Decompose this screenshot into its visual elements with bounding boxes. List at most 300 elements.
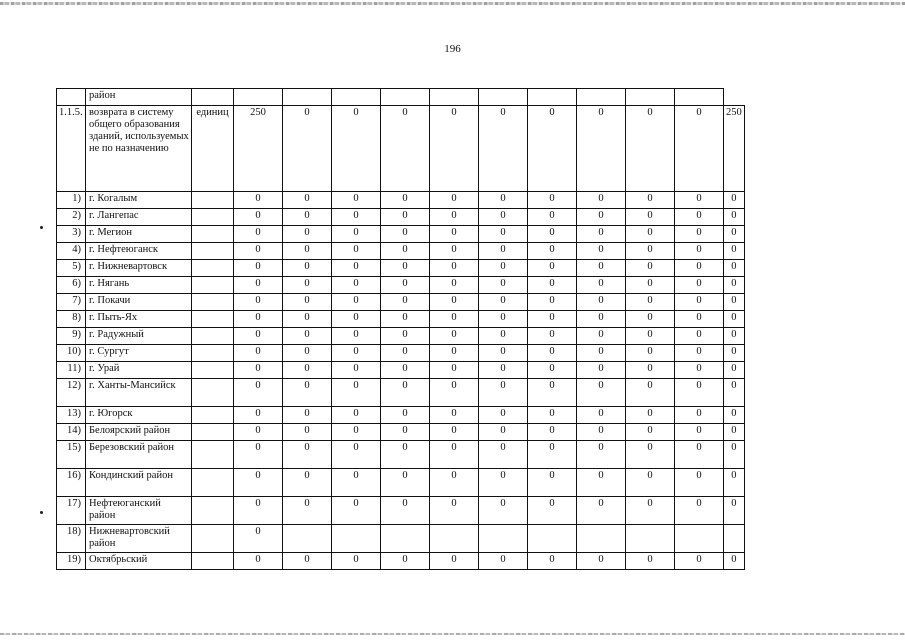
value-cell: 0	[234, 226, 283, 243]
value-cell: 0	[577, 441, 626, 469]
value-cell: 0	[577, 345, 626, 362]
value-cell: 0	[675, 294, 724, 311]
value-cell: 0	[724, 553, 745, 570]
value-cell: 0	[675, 469, 724, 497]
value-cell: 0	[528, 192, 577, 209]
value-cell: 0	[675, 243, 724, 260]
table-row	[57, 328, 745, 345]
value-cell: 0	[724, 441, 745, 469]
value-cell: 0	[528, 379, 577, 407]
value-cell: 0	[577, 379, 626, 407]
row-name: г. Ханты-Мансийск	[86, 379, 192, 407]
value-cell: 0	[577, 277, 626, 294]
main-row	[57, 106, 745, 192]
value-cell: 0	[430, 553, 479, 570]
value-cell: 0	[430, 441, 479, 469]
value-cell: 0	[430, 260, 479, 277]
value-cell: 0	[234, 277, 283, 294]
value-cell: 0	[430, 407, 479, 424]
value-cell: 0	[332, 106, 381, 192]
value-cell: 0	[528, 345, 577, 362]
value-cell: 0	[479, 362, 528, 379]
value-cell: 0	[283, 328, 332, 345]
value-cell: 0	[675, 260, 724, 277]
value-cell	[381, 89, 430, 106]
value-cell: 0	[332, 424, 381, 441]
value-cell: 0	[626, 260, 675, 277]
value-cell: 0	[234, 362, 283, 379]
value-cell: 0	[724, 277, 745, 294]
row-unit	[192, 553, 234, 570]
row-number: 15)	[57, 441, 86, 469]
value-cell: 0	[381, 424, 430, 441]
value-cell	[479, 525, 528, 553]
value-cell: 0	[283, 277, 332, 294]
row-name: г. Пыть-Ях	[86, 311, 192, 328]
row-name: г. Мегион	[86, 226, 192, 243]
value-cell: 0	[381, 441, 430, 469]
value-cell: 0	[381, 379, 430, 407]
value-cell: 0	[528, 277, 577, 294]
value-cell: 0	[332, 345, 381, 362]
value-cell: 0	[479, 192, 528, 209]
value-cell: 0	[381, 106, 430, 192]
value-cell: 0	[675, 226, 724, 243]
value-cell: 0	[626, 243, 675, 260]
table-row	[57, 209, 745, 226]
row-name: г. Урай	[86, 362, 192, 379]
value-cell: 0	[626, 441, 675, 469]
value-cell: 0	[430, 345, 479, 362]
value-cell: 0	[528, 441, 577, 469]
row-name: г. Когалым	[86, 192, 192, 209]
value-cell: 0	[724, 226, 745, 243]
value-cell: 0	[528, 424, 577, 441]
value-cell: 0	[430, 469, 479, 497]
value-cell: 0	[577, 106, 626, 192]
value-cell: 0	[381, 294, 430, 311]
continuation-row	[57, 89, 745, 106]
value-cell: 0	[283, 106, 332, 192]
row-name: г. Нягань	[86, 277, 192, 294]
value-cell: 0	[626, 209, 675, 226]
row-name: Белоярский район	[86, 424, 192, 441]
value-cell: 0	[479, 260, 528, 277]
value-cell: 0	[234, 311, 283, 328]
value-cell: 0	[381, 345, 430, 362]
value-cell: 0	[283, 260, 332, 277]
value-cell: 0	[234, 192, 283, 209]
value-cell	[675, 89, 724, 106]
value-cell: 0	[234, 497, 283, 525]
table-row	[57, 553, 745, 570]
value-cell: 0	[430, 328, 479, 345]
table-row	[57, 407, 745, 424]
value-cell: 0	[577, 553, 626, 570]
table-row	[57, 294, 745, 311]
value-cell: 0	[724, 260, 745, 277]
row-number	[57, 89, 86, 106]
value-cell: 0	[724, 328, 745, 345]
value-cell: 0	[430, 243, 479, 260]
value-cell: 0	[234, 328, 283, 345]
row-number: 9)	[57, 328, 86, 345]
value-cell: 0	[577, 362, 626, 379]
row-unit	[192, 226, 234, 243]
value-cell: 0	[283, 209, 332, 226]
value-cell: 0	[283, 311, 332, 328]
row-unit	[192, 209, 234, 226]
value-cell	[283, 525, 332, 553]
value-cell: 0	[626, 424, 675, 441]
value-cell: 0	[577, 209, 626, 226]
value-cell: 0	[234, 294, 283, 311]
value-cell	[479, 89, 528, 106]
value-cell: 0	[528, 243, 577, 260]
value-cell: 0	[626, 277, 675, 294]
value-cell: 0	[577, 497, 626, 525]
value-cell: 0	[283, 441, 332, 469]
value-cell	[577, 525, 626, 553]
value-cell: 0	[675, 277, 724, 294]
value-cell: 0	[675, 497, 724, 525]
table-row	[57, 277, 745, 294]
table-row	[57, 362, 745, 379]
value-cell: 0	[479, 106, 528, 192]
row-unit: единиц	[192, 106, 234, 192]
margin-mark	[40, 511, 43, 514]
value-cell: 0	[626, 345, 675, 362]
value-cell: 0	[724, 469, 745, 497]
row-unit	[192, 192, 234, 209]
value-cell: 0	[577, 311, 626, 328]
row-name: возврата в систему общего образования зданий, используемых не по назначению	[86, 106, 192, 192]
data-table	[56, 88, 745, 570]
value-cell: 0	[724, 407, 745, 424]
value-cell: 0	[381, 192, 430, 209]
table-row	[57, 497, 745, 525]
value-cell: 0	[283, 226, 332, 243]
value-cell: 0	[381, 497, 430, 525]
row-unit	[192, 424, 234, 441]
value-cell: 0	[381, 362, 430, 379]
row-number: 10)	[57, 345, 86, 362]
value-cell: 0	[381, 209, 430, 226]
value-cell: 0	[479, 407, 528, 424]
margin-mark	[40, 226, 43, 229]
row-unit	[192, 260, 234, 277]
row-number: 14)	[57, 424, 86, 441]
value-cell: 0	[528, 497, 577, 525]
value-cell	[626, 89, 675, 106]
value-cell: 0	[675, 192, 724, 209]
row-unit	[192, 469, 234, 497]
value-cell: 0	[332, 226, 381, 243]
value-cell: 0	[724, 362, 745, 379]
value-cell: 0	[332, 553, 381, 570]
value-cell: 0	[577, 469, 626, 497]
row-number: 2)	[57, 209, 86, 226]
value-cell: 0	[577, 294, 626, 311]
value-cell: 0	[430, 379, 479, 407]
value-cell: 0	[675, 441, 724, 469]
value-cell: 0	[626, 407, 675, 424]
value-cell: 0	[528, 209, 577, 226]
value-cell	[332, 525, 381, 553]
table-row	[57, 441, 745, 469]
row-number: 6)	[57, 277, 86, 294]
value-cell: 0	[675, 345, 724, 362]
value-cell: 0	[577, 226, 626, 243]
value-cell	[675, 525, 724, 553]
value-cell: 0	[479, 209, 528, 226]
row-unit	[192, 441, 234, 469]
value-cell: 0	[577, 192, 626, 209]
value-cell: 0	[479, 441, 528, 469]
value-cell: 0	[626, 192, 675, 209]
value-cell	[528, 525, 577, 553]
row-number: 7)	[57, 294, 86, 311]
row-name: г. Нефтеюганск	[86, 243, 192, 260]
value-cell: 0	[332, 469, 381, 497]
row-name: район	[86, 89, 192, 106]
value-cell: 0	[528, 553, 577, 570]
value-cell: 0	[626, 328, 675, 345]
value-cell	[577, 89, 626, 106]
value-cell: 0	[479, 379, 528, 407]
value-cell: 0	[332, 277, 381, 294]
value-cell: 0	[381, 260, 430, 277]
value-cell: 0	[332, 328, 381, 345]
value-cell: 0	[626, 497, 675, 525]
value-cell: 0	[577, 260, 626, 277]
row-number: 8)	[57, 311, 86, 328]
value-cell: 0	[528, 362, 577, 379]
row-name: Березовский район	[86, 441, 192, 469]
value-cell: 0	[332, 209, 381, 226]
value-cell: 0	[675, 362, 724, 379]
value-cell: 0	[626, 469, 675, 497]
value-cell: 0	[626, 362, 675, 379]
value-cell: 0	[626, 106, 675, 192]
value-cell: 0	[430, 226, 479, 243]
value-cell: 0	[283, 362, 332, 379]
value-cell: 0	[528, 260, 577, 277]
value-cell	[332, 89, 381, 106]
value-cell: 0	[724, 294, 745, 311]
row-number: 19)	[57, 553, 86, 570]
value-cell: 0	[430, 209, 479, 226]
value-cell: 0	[430, 294, 479, 311]
table-row	[57, 379, 745, 407]
value-cell: 0	[479, 424, 528, 441]
row-unit	[192, 277, 234, 294]
value-cell: 0	[234, 209, 283, 226]
value-cell: 0	[528, 328, 577, 345]
row-number: 18)	[57, 525, 86, 553]
value-cell: 0	[332, 379, 381, 407]
row-name: г. Лангепас	[86, 209, 192, 226]
row-unit	[192, 311, 234, 328]
value-cell: 0	[332, 294, 381, 311]
value-cell: 0	[381, 328, 430, 345]
value-cell: 0	[381, 243, 430, 260]
row-number: 16)	[57, 469, 86, 497]
value-cell: 0	[626, 379, 675, 407]
row-unit	[192, 362, 234, 379]
value-cell: 0	[430, 311, 479, 328]
value-cell: 0	[479, 469, 528, 497]
value-cell: 0	[332, 243, 381, 260]
value-cell: 0	[479, 311, 528, 328]
value-cell	[381, 525, 430, 553]
row-unit	[192, 525, 234, 553]
value-cell: 0	[724, 379, 745, 407]
row-number: 13)	[57, 407, 86, 424]
value-cell: 0	[283, 345, 332, 362]
value-cell: 0	[283, 424, 332, 441]
value-cell: 0	[479, 243, 528, 260]
value-cell: 0	[430, 192, 479, 209]
value-cell: 0	[332, 441, 381, 469]
value-cell: 0	[381, 277, 430, 294]
row-number: 3)	[57, 226, 86, 243]
value-cell: 0	[332, 260, 381, 277]
row-unit	[192, 379, 234, 407]
table-row	[57, 424, 745, 441]
row-unit	[192, 89, 234, 106]
row-number: 17)	[57, 497, 86, 525]
table-row	[57, 525, 745, 553]
value-cell: 0	[479, 277, 528, 294]
value-cell: 0	[283, 553, 332, 570]
page-number: 196	[444, 43, 461, 55]
row-unit	[192, 243, 234, 260]
value-cell: 0	[577, 328, 626, 345]
row-name: г. Сургут	[86, 345, 192, 362]
value-cell: 0	[724, 497, 745, 525]
value-cell: 0	[332, 362, 381, 379]
table-row	[57, 192, 745, 209]
row-name: г. Нижневартовск	[86, 260, 192, 277]
value-cell: 0	[430, 424, 479, 441]
value-cell: 0	[381, 469, 430, 497]
value-cell: 0	[626, 294, 675, 311]
value-cell: 0	[234, 525, 283, 553]
value-cell: 0	[528, 407, 577, 424]
row-unit	[192, 328, 234, 345]
value-cell: 0	[283, 379, 332, 407]
value-cell	[430, 525, 479, 553]
value-cell: 0	[675, 106, 724, 192]
value-cell: 0	[234, 345, 283, 362]
value-cell: 0	[479, 553, 528, 570]
row-unit	[192, 294, 234, 311]
value-cell	[626, 525, 675, 553]
row-name: г. Радужный	[86, 328, 192, 345]
value-cell: 0	[430, 362, 479, 379]
value-cell: 0	[430, 497, 479, 525]
value-cell: 0	[724, 243, 745, 260]
value-cell	[528, 89, 577, 106]
value-cell: 0	[577, 407, 626, 424]
value-cell: 0	[479, 226, 528, 243]
row-unit	[192, 345, 234, 362]
value-cell: 0	[381, 311, 430, 328]
value-cell: 0	[234, 243, 283, 260]
value-cell: 0	[283, 497, 332, 525]
value-cell: 0	[675, 311, 724, 328]
value-cell: 0	[479, 345, 528, 362]
value-cell: 0	[724, 209, 745, 226]
value-cell: 0	[283, 192, 332, 209]
value-cell: 0	[381, 226, 430, 243]
value-cell: 0	[234, 553, 283, 570]
value-cell: 0	[479, 294, 528, 311]
row-name: Октябрьский	[86, 553, 192, 570]
table-row	[57, 469, 745, 497]
row-unit	[192, 407, 234, 424]
value-cell: 0	[332, 497, 381, 525]
value-cell: 0	[234, 379, 283, 407]
value-cell: 0	[381, 407, 430, 424]
row-name: Нижневартовский район	[86, 525, 192, 553]
value-cell: 0	[626, 553, 675, 570]
scan-edge-top	[0, 2, 905, 5]
row-name: Кондинский район	[86, 469, 192, 497]
value-cell: 0	[234, 260, 283, 277]
value-cell: 0	[724, 192, 745, 209]
row-unit	[192, 497, 234, 525]
value-cell: 0	[479, 497, 528, 525]
value-cell: 250	[724, 106, 745, 192]
value-cell: 0	[528, 311, 577, 328]
value-cell: 0	[283, 469, 332, 497]
value-cell: 0	[283, 243, 332, 260]
value-cell	[234, 89, 283, 106]
value-cell: 0	[234, 424, 283, 441]
value-cell: 0	[724, 345, 745, 362]
value-cell: 0	[381, 553, 430, 570]
value-cell: 0	[626, 311, 675, 328]
value-cell: 0	[675, 553, 724, 570]
table-row	[57, 226, 745, 243]
value-cell	[283, 89, 332, 106]
value-cell: 0	[577, 243, 626, 260]
value-cell: 0	[283, 407, 332, 424]
value-cell: 0	[675, 424, 724, 441]
value-cell	[724, 525, 745, 553]
value-cell: 0	[479, 328, 528, 345]
value-cell	[430, 89, 479, 106]
value-cell: 0	[234, 407, 283, 424]
row-number: 5)	[57, 260, 86, 277]
row-name: г. Покачи	[86, 294, 192, 311]
table-row	[57, 311, 745, 328]
value-cell: 0	[430, 106, 479, 192]
value-cell: 0	[528, 294, 577, 311]
value-cell: 0	[283, 294, 332, 311]
value-cell: 0	[675, 379, 724, 407]
value-cell: 0	[430, 277, 479, 294]
value-cell: 0	[332, 311, 381, 328]
value-cell: 0	[577, 424, 626, 441]
value-cell: 250	[234, 106, 283, 192]
value-cell: 0	[332, 407, 381, 424]
value-cell: 0	[528, 106, 577, 192]
row-number: 12)	[57, 379, 86, 407]
value-cell: 0	[332, 192, 381, 209]
